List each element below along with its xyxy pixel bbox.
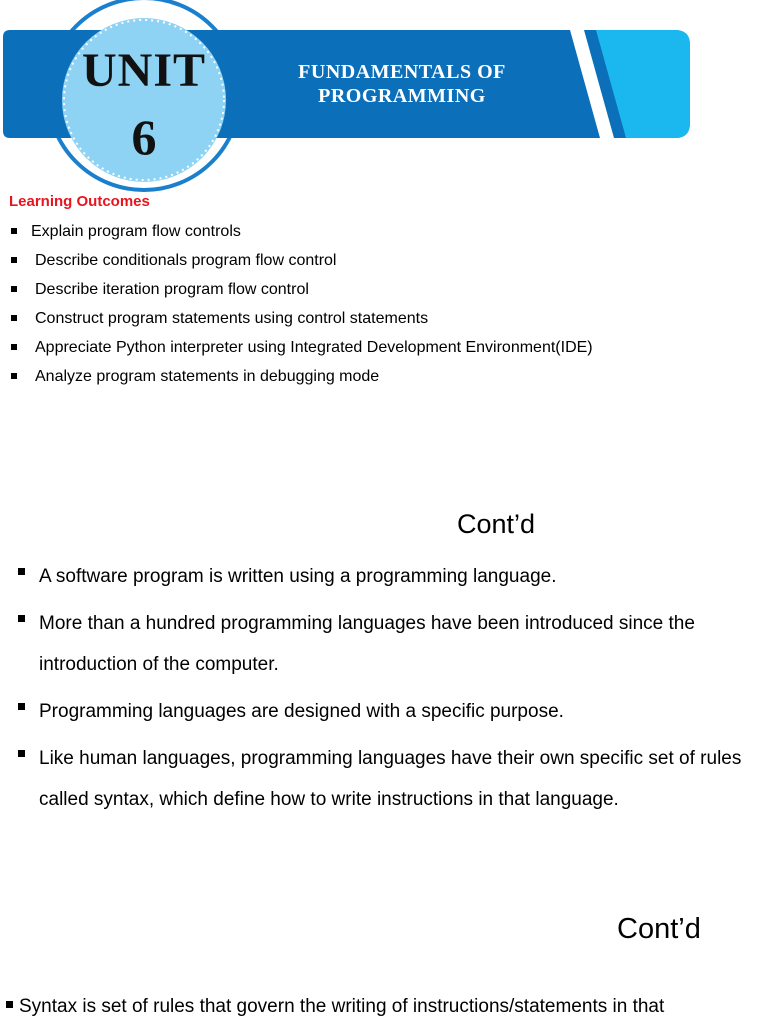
list-item (9, 249, 593, 278)
unit-label: UNIT (81, 44, 207, 97)
bullet-icon (11, 344, 17, 350)
list-item-text: Programming languages are designed with a specific purpose. (39, 701, 564, 722)
list-item (9, 220, 593, 249)
section-heading: Cont’d (457, 509, 536, 539)
list-item-text: Syntax is set of rules that govern the writing of instructions/statements in that (19, 996, 665, 1017)
list-item (9, 307, 593, 336)
list-item-text: More than a hundred programming languages have been introduced since the introduction of the computer. (39, 613, 695, 675)
list-item-text: Describe conditionals program flow control (35, 252, 337, 269)
list-item (6, 992, 664, 1022)
list-item (9, 278, 593, 307)
list-item (9, 336, 593, 365)
learning-outcomes-list (9, 220, 593, 394)
list-item (18, 603, 758, 685)
bullet-icon (11, 315, 17, 321)
list-item (18, 556, 758, 597)
list-item-text: Explain program flow controls (31, 223, 241, 240)
bullet-icon (11, 257, 17, 263)
bullet-icon (11, 286, 17, 292)
section-bullet-list (18, 556, 758, 826)
list-item-text: Like human languages, programming languages have their own specific set of rules called syntax, which define how to write instructions in that language. (39, 748, 742, 810)
unit-number: 6 (131, 109, 157, 165)
list-item-text: Construct program statements using control statements (35, 310, 429, 327)
bullet-icon (18, 568, 25, 575)
bullet-icon (18, 615, 25, 622)
banner-title-line2: PROGRAMMING (318, 85, 486, 107)
banner-title-line1: FUNDAMENTALS OF (298, 61, 506, 83)
list-item-text: Analyze program statements in debugging mode (35, 368, 380, 385)
list-item (9, 365, 593, 394)
section-heading: Cont’d (617, 913, 701, 945)
bullet-icon (18, 750, 25, 757)
learning-outcomes-heading: Learning Outcomes (9, 193, 150, 210)
bullet-icon (11, 228, 17, 234)
bullet-icon (11, 373, 17, 379)
unit-banner (0, 0, 768, 195)
list-item-text: A software program is written using a programming language. (39, 566, 557, 587)
bullet-icon (18, 703, 25, 710)
banner-title (262, 60, 542, 108)
list-item-text: Appreciate Python interpreter using Integrated Development Environment(IDE) (35, 339, 593, 356)
list-item (18, 691, 758, 732)
bullet-icon (6, 1001, 13, 1008)
list-item (18, 738, 758, 820)
list-item-text: Describe iteration program flow control (35, 281, 309, 298)
